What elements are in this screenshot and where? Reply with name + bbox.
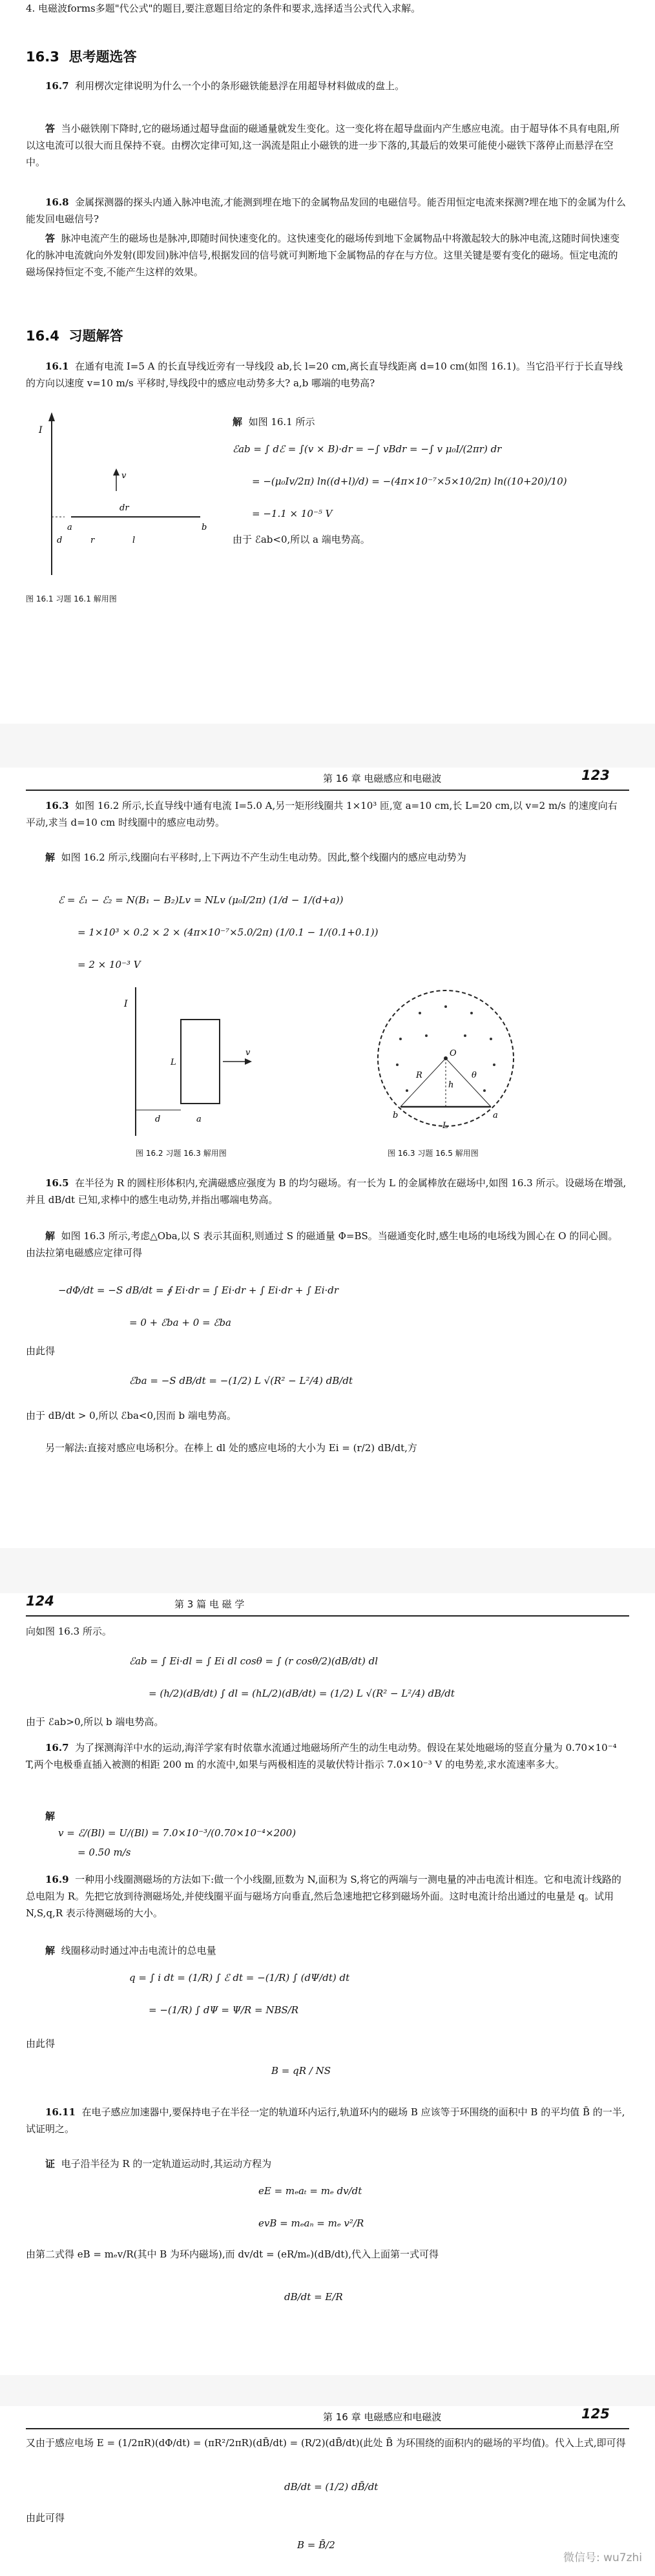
answer-16-7 [26, 120, 627, 171]
figure-16-2-caption: 图 16.2 习题 16.3 解用图 [136, 1149, 227, 1158]
equation: ℰ = ℰ₁ − ℰ₂ = N(B₁ − B₂)Lv = NLv (μ₀I/2π) (1/d − 1/(d+a)) [58, 894, 344, 906]
continued-text: 向如图 16.3 所示。 [26, 1626, 112, 1637]
page-gap [0, 2375, 655, 2406]
proof-label: 证 [45, 2158, 56, 2170]
running-header: 第 16 章 电磁感应和电磁波 [323, 2411, 442, 2423]
solution-16-9 [26, 1942, 627, 1959]
problem-number: 16.3 [45, 800, 69, 812]
label-l: l [132, 536, 136, 545]
alt-method: 另一解法:直接对感应电场积分。在棒上 dl 处的感应电场的大小为 Ei = (r/2) dB/dt,方 [45, 1442, 417, 1454]
solution-label: 解 [45, 852, 56, 863]
page-125 [0, 2406, 655, 2576]
problem-text: 在半径为 R 的圆柱形体积内,充满磁感应强度为 B 的均匀磁场。有一长为 L 的金属棒放在磁场中,如图 16.3 所示。设磁场在增强,并且 dB/dt 已知,求棒中的感生电动势,并指出哪端电势高。 [26, 1177, 627, 1206]
label-R: R [416, 1071, 422, 1080]
solution-label: 解 [45, 1230, 56, 1242]
intro-paragraph: 4. 电磁波forms多题"代公式"的题目,要注意题目给定的条件和要求,选择适当公式代入求解。 [26, 3, 421, 14]
conclusion-16-5b: 由于 ℰab>0,所以 b 端电势高。 [26, 1716, 164, 1728]
section-title: 思考题选答 [68, 49, 137, 65]
equation: = −1.1 × 10⁻⁵ V [252, 508, 333, 519]
equation: ℰba = −S dB/dt = −(1/2) L √(R² − L²/4) dB/dt [129, 1375, 353, 1387]
label-a: a [493, 1111, 498, 1120]
rectangular-coil [181, 1020, 220, 1104]
label-b: b [202, 523, 207, 532]
answer-text: 当小磁铁刚下降时,它的磁场通过超导盘面的磁通量就发生变化。这一变化将在超导盘面内产生感应电流。由于超导体不具有电阻,所以这电流可以很大而且保持不衰。由楞次定律可知,这一涡流是阻止小磁铁的进一步下落的,其最后的效果可能使小磁铁下落停止而悬浮在空中。 [26, 123, 620, 168]
page-number: 123 [581, 768, 610, 783]
page-gap [0, 1548, 655, 1593]
running-header: 第 16 章 电磁感应和电磁波 [323, 773, 442, 784]
question-number: 16.8 [45, 196, 69, 208]
equation: dB/dt = E/R [284, 2291, 343, 2303]
radius-left [400, 1058, 446, 1107]
solution-text: 如图 16.3 所示,考虑△Oba,以 S 表示其面积,则通过 S 的磁通量 Φ=BS。当磁通变化时,感生电场的电场线为圆心在 O 的同心圆。由法拉第电磁感应定律可得 [26, 1230, 618, 1259]
page-number: 124 [26, 1593, 54, 1609]
label-h: h [448, 1080, 454, 1090]
problem-16-5 [26, 1175, 627, 1208]
equation: B = qR / NS [271, 2065, 331, 2077]
equation: ℰab = ∫ dℰ = ∫(v × B)·dr = −∫ vBdr = −∫ v μ₀I/(2πr) dr [233, 443, 502, 455]
problem-number: 16.9 [45, 1874, 69, 1885]
answer-label: 答 [45, 233, 56, 244]
figure-16-2 [116, 981, 284, 1142]
equation: = −(μ₀Iv/2π) ln((d+l)/d) = −(4π×10⁻⁷×5×10/2π) ln((10+20)/10) [252, 476, 567, 487]
label-a: a [67, 523, 72, 532]
section-number: 16.3 [26, 49, 59, 65]
question-16-7 [26, 78, 627, 94]
label-d: d [155, 1115, 161, 1124]
text-from: 由此可得 [26, 2512, 65, 2524]
equation: = 1×10³ × 0.2 × 2 × (4π×10⁻⁷×5.0/2π) (1/0.1 − 1/(0.1+0.1)) [78, 927, 379, 938]
problem-number: 16.11 [45, 2106, 76, 2118]
equation: eE = mₑaₜ = mₑ dv/dt [258, 2185, 362, 2197]
velocity-arrow-icon [113, 468, 120, 476]
label-L: L [442, 1121, 448, 1131]
solution-label: 解 [45, 1945, 56, 1956]
equation: −dΦ/dt = −S dB/dt = ∮ Ei·dr = ∫ Ei·dr + ∫ Ei·dr + ∫ Ei·dr [58, 1284, 339, 1296]
problem-16-11 [26, 2104, 627, 2137]
header-rule [26, 1615, 629, 1617]
question-16-8 [26, 194, 627, 227]
header-rule [26, 790, 629, 791]
equation: evB = mₑaₙ = mₑ v²/R [258, 2217, 364, 2229]
label-a: a [196, 1115, 202, 1124]
equation: ℰab = ∫ Ei·dl = ∫ Ei dl cosθ = ∫ (r cosθ/2)(dB/dt) dl [129, 1655, 379, 1667]
solution-text: 线圈移动时通过冲击电流计的总电量 [61, 1945, 216, 1956]
page-122 [0, 0, 655, 724]
label-v: v [245, 1048, 251, 1058]
solution-16-7-label [26, 1808, 65, 1825]
figure-16-1-caption: 图 16.1 习题 16.1 解用图 [26, 594, 117, 603]
current-arrow-icon [48, 412, 55, 421]
equation: = 0.50 m/s [78, 1847, 131, 1858]
page-123 [0, 768, 655, 1548]
conclusion-16-1: 由于 ℰab<0,所以 a 端电势高。 [233, 534, 370, 545]
question-text: 金属探测器的探头内通入脉冲电流,才能测到埋在地下的金属物品发回的电磁信号。能否用恒定电流来探测?埋在地下的金属为什么能发回电磁信号? [26, 196, 626, 225]
question-text: 利用楞次定律说明为什么一个小的条形磁铁能悬浮在用超导材料做成的盘上。 [75, 80, 405, 92]
problem-number: 16.5 [45, 1177, 69, 1189]
equation: = (h/2)(dB/dt) ∫ dl = (hL/2)(dB/dt) = (1/2) L √(R² − L²/4) dB/dt [149, 1688, 455, 1699]
equation: q = ∫ i dt = (1/R) ∫ ℰ dt = −(1/R) ∫ (dΨ/dt) dt [129, 1972, 350, 1984]
label-b: b [393, 1111, 399, 1120]
label-L: L [171, 1058, 176, 1067]
answer-text: 脉冲电流产生的磁场也是脉冲,即随时间快速变化的。这快速变化的磁场传到地下金属物品中将激起较大的脉冲电流,这随时间快速变化的脉冲电流就向外发射(即发回)脉冲信号,根据发回的信号就可判断地下金属物品的存在与方位。这里关键是要有变化的磁场。恒定电流的磁场保持恒定不变,不能产生这样的效果。 [26, 233, 620, 278]
velocity-arrow-icon [245, 1058, 252, 1065]
page-number: 125 [581, 2406, 610, 2422]
figure-16-3 [362, 981, 530, 1142]
solution-16-3 [26, 849, 627, 866]
header-rule [26, 2428, 629, 2429]
solution-16-5 [26, 1228, 627, 1261]
problem-number: 16.7 [45, 1742, 69, 1754]
solution-label: 解 [233, 416, 243, 428]
equation: B = B̄/2 [297, 2539, 335, 2551]
label-current: I [39, 425, 43, 435]
problem-16-7 [26, 1739, 627, 1773]
section-number: 16.4 [26, 328, 59, 344]
problem-text: 一种用小线圈测磁场的方法如下:做一个小线圈,匝数为 N,面积为 S,将它的两端与一测电量的冲击电流计相连。它和电流计线路的总电阻为 R。先把它放到待测磁场处,并使线圈平面与磁场方向垂直,然后急速地把它移到磁场外面。这时电流计给出通过的电量是 q。试用 N,S,q,R 表示待测磁场的大小。 [26, 1874, 621, 1919]
label-d: d [57, 536, 63, 545]
page-124 [0, 1593, 655, 2375]
proof-text-mid: 由第二式得 eB = mₑv/R(其中 B 为环内磁场),而 dv/dt = (eR/mₑ)(dB/dt),代入上面第一式可得 [26, 2248, 439, 2260]
problem-text: 在电子感应加速器中,要保持电子在半径一定的轨道环内运行,轨道环内的磁场 B 应该等于环围绕的面积中 B 的平均值 B̄ 的一半,试证明之。 [26, 2106, 625, 2135]
figure-16-1 [26, 407, 220, 588]
problem-number: 16.1 [45, 361, 69, 372]
equation: dB/dt = (1/2) dB̄/dt [284, 2481, 379, 2493]
equation: = 2 × 10⁻³ V [78, 959, 141, 970]
solution-text: 如图 16.1 所示 [248, 416, 315, 428]
equation: = −(1/R) ∫ dΨ = Ψ/R = NBS/R [149, 2004, 299, 2016]
proof-continued: 又由于感应电场 E = (1/2πR)(dΦ/dt) = (πR²/2πR)(dB̄/dt) = (R/2)(dB̄/dt)(此处 B̄ 为环围绕的面积内的磁场的平均值)。代入上式,即可得 [26, 2437, 626, 2449]
running-header: 第 3 篇 电 磁 学 [174, 1598, 245, 1610]
label-O: O [450, 1049, 457, 1058]
problem-text: 如图 16.2 所示,长直导线中通有电流 I=5.0 A,另一矩形线圈共 1×10³ 匝,宽 a=10 cm,长 L=20 cm,以 v=2 m/s 的速度向右平动,求当 d=10 cm 时线圈中的感应电动势。 [26, 800, 618, 828]
text-from: 由此得 [26, 1345, 56, 1357]
problem-text: 为了探测海洋中水的运动,海洋学家有时依靠水流通过地磁场所产生的动生电动势。假设在某处地磁场的竖直分量为 0.70×10⁻⁴ T,两个电极垂直插入被测的相距 200 m 的水流中,如果与两极相连的灵敏伏特计指示 7.0×10⁻³ V 的电势差,求水流速率多大。 [26, 1742, 617, 1770]
label-r: r [90, 536, 95, 545]
solution-text: 如图 16.2 所示,线圈向右平移时,上下两边不产生动生电动势。因此,整个线圈内的感应电动势为 [61, 852, 466, 863]
label-current: I [124, 999, 128, 1009]
label-v: v [121, 471, 127, 481]
conclusion-16-5: 由于 dB/dt > 0,所以 ℰba<0,因而 b 端电势高。 [26, 1410, 236, 1421]
section-title: 习题解答 [68, 328, 123, 344]
problem-text: 在通有电流 I=5 A 的长直导线近旁有一导线段 ab,长 l=20 cm,离长直导线距离 d=10 cm(如图 16.1)。当它沿平行于长直导线的方向以速度 v=10 m/s 平移时,导线段中的感应电动势多大? a,b 哪端的电势高? [26, 361, 623, 389]
solution-label: 解 [45, 1810, 56, 1822]
figure-16-3-caption: 图 16.3 习题 16.5 解用图 [388, 1149, 479, 1158]
answer-16-8 [26, 230, 627, 280]
proof-text: 电子沿半径为 R 的一定轨道运动时,其运动方程为 [61, 2158, 272, 2170]
equation: = 0 + ℰba + 0 = ℰba [129, 1317, 231, 1328]
label-dr: dr [120, 503, 129, 513]
solution-16-1-intro [233, 414, 315, 430]
section-heading [26, 326, 123, 345]
problem-16-1 [26, 358, 627, 392]
text-from: 由此得 [26, 2038, 56, 2049]
watermark: 微信号: wu7zhi [563, 2551, 642, 2564]
question-number: 16.7 [45, 80, 69, 92]
answer-label: 答 [45, 123, 56, 134]
proof-16-11 [26, 2155, 627, 2172]
problem-16-3 [26, 797, 627, 831]
problem-16-9 [26, 1871, 627, 1922]
page-gap [0, 724, 655, 768]
label-theta: θ [472, 1071, 477, 1080]
section-heading [26, 47, 136, 66]
equation: v = ℰ/(Bl) = U/(Bl) = 7.0×10⁻³/(0.70×10⁻⁴×200) [58, 1827, 296, 1839]
